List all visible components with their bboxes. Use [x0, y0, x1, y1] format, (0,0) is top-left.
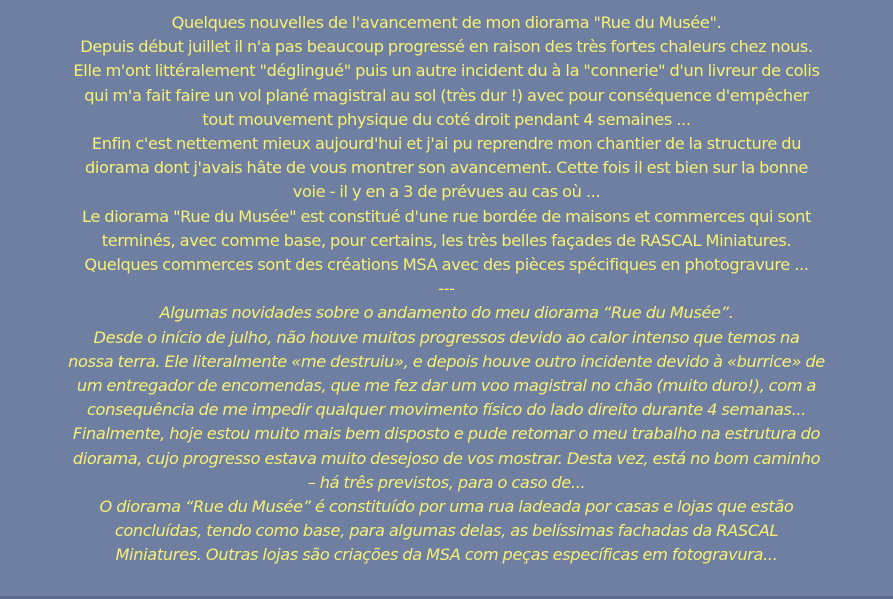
portuguese-line: diorama, cujo progresso estava muito desejoso de vos mostrar. Desta vez, está no bom caminho: [72, 448, 821, 468]
portuguese-line: Desde o início de julho, não houve muitos progressos devido ao calor intenso que temos na: [93, 327, 800, 347]
french-line: diorama dont j'avais hâte de vous montrer son avancement. Cette fois il est bien sur la bonne: [84, 158, 809, 178]
french-line: Elle m'ont littéralement "déglingué" puis un autre incident du à la "connerie" d'un livreur de colis: [73, 61, 820, 81]
portuguese-line: Algumas novidades sobre o andamento do meu diorama “Rue du Musée”.: [159, 303, 734, 323]
portuguese-line: concluídas, tendo como base, para algumas delas, as belíssimas fachadas da RASCAL: [114, 521, 779, 541]
french-text-block: [14, 11, 879, 277]
portuguese-line: Miniatures. Outras lojas são criações da MSA com peças específicas em fotogravura...: [115, 545, 778, 565]
french-line: Quelques commerces sont des créations MSA avec des pièces spécifiques en photogravure ...: [84, 255, 809, 275]
portuguese-text-block: [14, 301, 879, 567]
portuguese-line: nossa terra. Ele literalmente «me destruiu», e depois houve outro incidente devido à «burrice» de: [68, 351, 825, 371]
language-separator: ---: [438, 279, 455, 299]
french-line: qui m'a fait faire un vol plané magistral au sol (très dur !) avec pour conséquence d'empêcher: [84, 85, 809, 105]
french-line: tout mouvement physique du coté droit pendant 4 semaines ...: [202, 109, 691, 129]
portuguese-line: consequência de me impedir qualquer movimento físico do lado direito durante 4 semanas...: [86, 400, 807, 420]
french-line: Depuis début juillet il n'a pas beaucoup progressé en raison des très fortes chaleurs chez nous.: [80, 37, 813, 57]
french-line: Enfin c'est nettement mieux aujourd'hui et j'ai pu reprendre mon chantier de la structure du: [91, 134, 802, 154]
portuguese-line: um entregador de encomendas, que me fez dar um voo magistral no chão (muito duro!), com a: [76, 376, 817, 396]
portuguese-line: O diorama “Rue du Musée” é constituído por uma rua ladeada por casas e lojas que estão: [99, 497, 794, 517]
french-line: voie - il y en a 3 de prévues au cas où ...: [292, 182, 601, 202]
portuguese-line: Finalmente, hoje estou muito mais bem disposto e pude retomar o meu trabalho na estrutura do: [72, 424, 821, 444]
french-line: terminés, avec comme base, pour certains, les très belles façades de RASCAL Miniatures.: [101, 230, 792, 250]
french-line: Quelques nouvelles de l'avancement de mon diorama "Rue du Musée".: [171, 13, 722, 32]
portuguese-line: – há três previstos, para o caso de...: [307, 472, 586, 492]
french-line: Le diorama "Rue du Musée" est constitué d'une rue bordée de maisons et commerces qui sont: [82, 206, 811, 226]
